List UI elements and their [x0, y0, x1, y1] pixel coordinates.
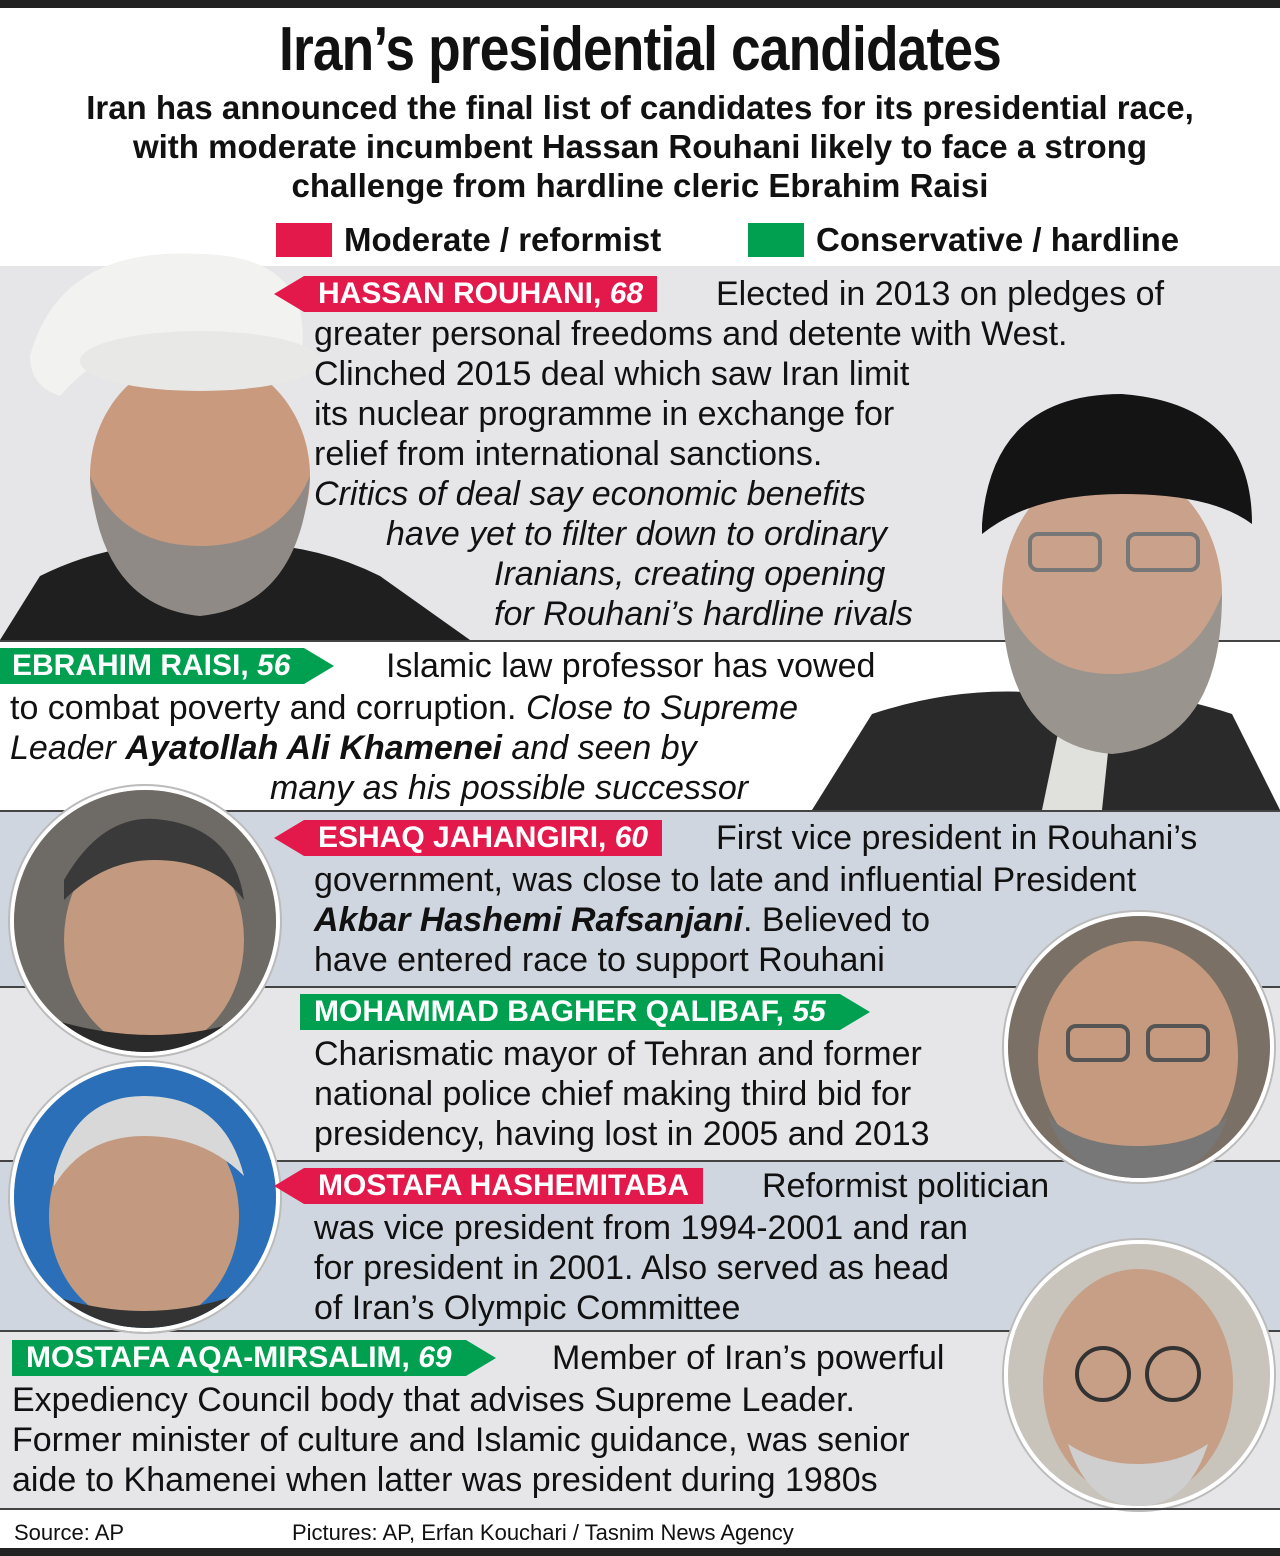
rafsanjani-name: Akbar Hashemi Rafsanjani — [314, 901, 743, 939]
hashemitaba-name: MOSTAFA HASHEMITABA — [318, 1169, 690, 1202]
raisi-text-part: and seen by — [511, 729, 697, 767]
hashemitaba-text-line: was vice president from 1994-2001 and ran — [314, 1209, 968, 1247]
raisi-text-line — [10, 688, 798, 728]
legend-conservative — [748, 220, 1179, 260]
jahangiri-photo — [10, 786, 280, 1056]
rouhani-name: HASSAN ROUHANI, — [318, 277, 602, 310]
jahangiri-text-part: . Believed to — [742, 901, 931, 939]
top-rule — [0, 0, 1280, 8]
jahangiri-name-tag — [304, 820, 662, 856]
hashemitaba-text-line: of Iran’s Olympic Committee — [314, 1289, 741, 1327]
mirsalim-text-line: Expediency Council body that advises Supreme Leader. — [12, 1381, 855, 1419]
raisi-name-tag — [0, 648, 304, 684]
hashemitaba-text-line: Reformist politician — [762, 1167, 1050, 1205]
rouhani-text-line: Clinched 2015 deal which saw Iran limit — [314, 355, 910, 393]
mirsalim-text-line: Member of Iran’s powerful — [552, 1339, 945, 1377]
jahangiri-age: 60 — [614, 821, 649, 854]
subtitle-line: Iran has announced the final list of candidates for its presidential race, — [86, 89, 1194, 126]
raisi-name: EBRAHIM RAISI, — [12, 649, 249, 682]
hashemitaba-name-tag — [304, 1168, 703, 1204]
qalibaf-text-line: presidency, having lost in 2005 and 2013 — [314, 1115, 930, 1153]
hashemitaba-photo — [10, 1062, 280, 1332]
qalibaf-name: MOHAMMAD BAGHER QALIBAF, — [314, 995, 784, 1028]
mirsalim-text-line: Former minister of culture and Islamic guidance, was senior — [12, 1421, 910, 1459]
mirsalim-age: 69 — [418, 1341, 452, 1374]
rouhani-italic-line: for Rouhani’s hardline rivals — [494, 595, 913, 633]
jahangiri-text-line — [314, 900, 930, 940]
rouhani-text-line: relief from international sanctions. — [314, 435, 823, 473]
hashemitaba-text-line: for president in 2001. Also served as head — [314, 1249, 950, 1287]
jahangiri-text-line: have entered race to support Rouhani — [314, 941, 885, 979]
mirsalim-name: MOSTAFA AQA-MIRSALIM, — [26, 1341, 410, 1374]
rouhani-italic-line: have yet to filter down to ordinary — [386, 515, 887, 553]
raisi-text-line — [10, 728, 697, 768]
mirsalim-photo — [1004, 1240, 1274, 1510]
raisi-text-part: to combat poverty and corruption. — [10, 689, 517, 727]
subtitle-line: with moderate incumbent Hassan Rouhani likely to face a strong — [132, 128, 1148, 165]
mirsalim-name-tag — [12, 1340, 466, 1376]
raisi-text-line: Islamic law professor has vowed — [386, 647, 876, 685]
bottom-rule — [0, 1548, 1280, 1556]
jahangiri-name: ESHAQ JAHANGIRI, — [318, 821, 607, 854]
legend-conservative-label: Conservative / hardline — [816, 221, 1180, 258]
rouhani-age: 68 — [609, 277, 644, 310]
page-title: Iran’s presidential candidates — [279, 15, 1001, 84]
jahangiri-text-line: First vice president in Rouhani’s — [716, 819, 1198, 857]
rouhani-name-tag — [304, 276, 657, 312]
rouhani-text-line: greater personal freedoms and detente with West. — [314, 315, 1068, 353]
raisi-text-line: many as his possible successor — [270, 769, 749, 807]
source-credit: Source: AP — [14, 1520, 125, 1545]
rouhani-italic-line: Critics of deal say economic benefits — [314, 475, 866, 513]
khamenei-name: Ayatollah Ali Khamenei — [125, 729, 502, 767]
mirsalim-text-line: aide to Khamenei when latter was president during 1980s — [12, 1461, 878, 1499]
raisi-text-part: Leader — [10, 729, 116, 767]
qalibaf-name-tag — [300, 994, 840, 1030]
qalibaf-age: 55 — [792, 995, 826, 1028]
rouhani-text-line: Elected in 2013 on pledges of — [716, 275, 1165, 313]
qalibaf-text-line: Charismatic mayor of Tehran and former — [314, 1035, 922, 1073]
footer — [0, 1508, 1280, 1550]
conservative-swatch — [748, 223, 804, 257]
page-subtitle — [0, 88, 1280, 205]
jahangiri-text-line: government, was close to late and influential President — [314, 861, 1137, 899]
pictures-credit: Pictures: AP, Erfan Kouchari / Tasnim News Agency — [292, 1520, 794, 1545]
raisi-age: 56 — [257, 649, 291, 682]
rouhani-italic-line: Iranians, creating opening — [494, 555, 886, 593]
legend-moderate-label: Moderate / reformist — [344, 221, 662, 258]
qalibaf-text-line: national police chief making third bid for — [314, 1075, 912, 1113]
raisi-text-part: Close to Supreme — [525, 689, 799, 727]
qalibaf-photo — [1004, 912, 1274, 1182]
subtitle-line: challenge from hardline cleric Ebrahim Raisi — [291, 167, 989, 204]
rouhani-text-line: its nuclear programme in exchange for — [314, 395, 895, 433]
